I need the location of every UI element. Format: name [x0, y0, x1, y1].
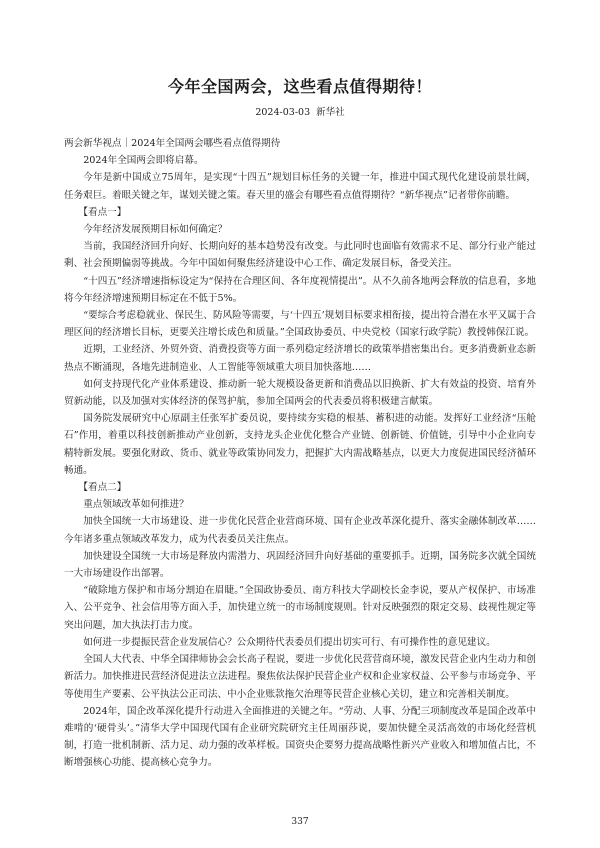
paragraph: 2024年，国企改革深化提升行动进入全面推进的关键之年。“劳动、人事、分配三项制度改革是国企改革中难啃的‘硬骨头’。”清华大学中国现代国有企业研究院研究主任周丽莎说，要加快健全灵活高效的市场化经营机制，打造一批机制新、活力足、动力强的改革样板。国资央企要努力提高战略性新兴产业收入和增加值占比，不断增强核心功能、提高核心竞争力。: [64, 705, 536, 769]
paragraph: “破除地方保护和市场分割迫在眉睫。”全国政协委员、南方科技大学副校长金李说，要从产权保护、市场准入、公平竞争、社会信用等方面入手，加快建立统一的市场制度规则。针对反映强烈的限定交易、歧视性规定等突出问题，加大执法打击力度。: [64, 585, 536, 631]
paragraph: 近期，工业经济、外贸外资、消费投资等方面一系列稳定经济增长的政策举措密集出台。更多消费新业态新热点不断涌现，各地先进制造业、人工智能等领域重大项目加快落地……: [64, 344, 536, 373]
paragraph: 加快全国统一大市场建设、进一步优化民营企业营商环境、国有企业改革深化提升、落实金融体制改革……今年诸多重点领域改革发力，成为代表委员关注焦点。: [64, 516, 536, 545]
paragraph: 加快建设全国统一大市场是释放内需潜力、巩固经济回升向好基础的重要抓手。近期，国务院多次就全国统一大市场建设作出部署。: [64, 550, 536, 580]
section-heading: 【看点一】: [78, 206, 127, 218]
paragraph: 国务院发展研究中心原副主任张军扩委员说，要持续夯实稳的根基、蓄积进的动能。发挥好工业经济“压舱石”作用，着重以科技创新推动产业创新，支持龙头企业优化整合产业链、创新链、价值链，引导中小企业向专精特新发展。要强化财政、货币、就业等政策协同发力，把握扩大内需战略基点，以更大力度促进国民经济循环畅通。: [64, 413, 536, 476]
article-source: 新华社: [316, 107, 345, 118]
paragraph: 当前，我国经济回升向好、长期向好的基本趋势没有改变。与此同时也面临有效需求不足、部分行业产能过剩、社会预期偏弱等挑战。今年中国如何聚焦经济建设中心工作、确定发展目标，备受关注。: [64, 241, 536, 270]
article-title: 今年全国两会，这些看点值得期待！: [167, 77, 432, 96]
section-heading: 【看点二】: [78, 482, 127, 494]
paragraph: 今年是新中国成立75周年，是实现“十四五”规划目标任务的关键一年，推进中国式现代化建设前景壮阔，任务艰巨。着眼关键之年，谋划关键之策。春天里的盛会有哪些看点值得期待？“新华视点”记者带你前瞻。: [64, 172, 536, 201]
section-question: 今年经济发展预期目标如何确定？: [83, 224, 228, 236]
page-number: 337: [291, 817, 309, 827]
paragraph: 如何支持现代化产业体系建设、推动新一轮大规模设备更新和消费品以旧换新、扩大有效益的投资、培育外贸新动能，以及加强对实体经济的保驾护航，参加全国两会的代表委员将积极建言献策。: [64, 378, 536, 408]
paragraph: “十四五”经济增速指标设定为“保持在合理区间、各年度视情提出”。从不久前各地两会释放的信息看，多地将今年经济增速预期目标定在不低于5%。: [64, 275, 536, 304]
article-body: [64, 135, 536, 772]
article-lead: 两会新华视点｜2024年全国两会哪些看点值得期待: [64, 138, 281, 149]
section-question: 重点领域改革如何推进？: [83, 499, 189, 511]
paragraph: “要综合考虑稳就业、保民生、防风险等需要，与‘十四五’规划目标要求相衔接，提出符合潜在水平又属于合理区间的经济增长目标，更要关注增长成色和质量。”全国政协委员、中央党校（国家行政学院）教授韩保江说。: [64, 310, 536, 339]
paragraph: 全国人大代表、中华全国律师协会会长高子程说，要进一步优化民营营商环境，激发民营企业内生动力和创新活力。加快推进民营经济促进法立法进程。聚焦依法保护民营企业产权和企业家权益、公平参与市场竞争、平等使用生产要素、公平执法公正司法、中小企业账款拖欠治理等民营企业核心关切，建立和完善相关制度。: [64, 654, 536, 700]
paragraph: 如何进一步提振民营企业发展信心？公众期待代表委员们提出切实可行、有可操作性的意见建议。: [83, 636, 496, 648]
paragraph: 2024年全国两会即将启幕。: [83, 155, 204, 167]
article-date: 2024-03-03: [255, 107, 311, 118]
article-meta: [0, 107, 600, 119]
